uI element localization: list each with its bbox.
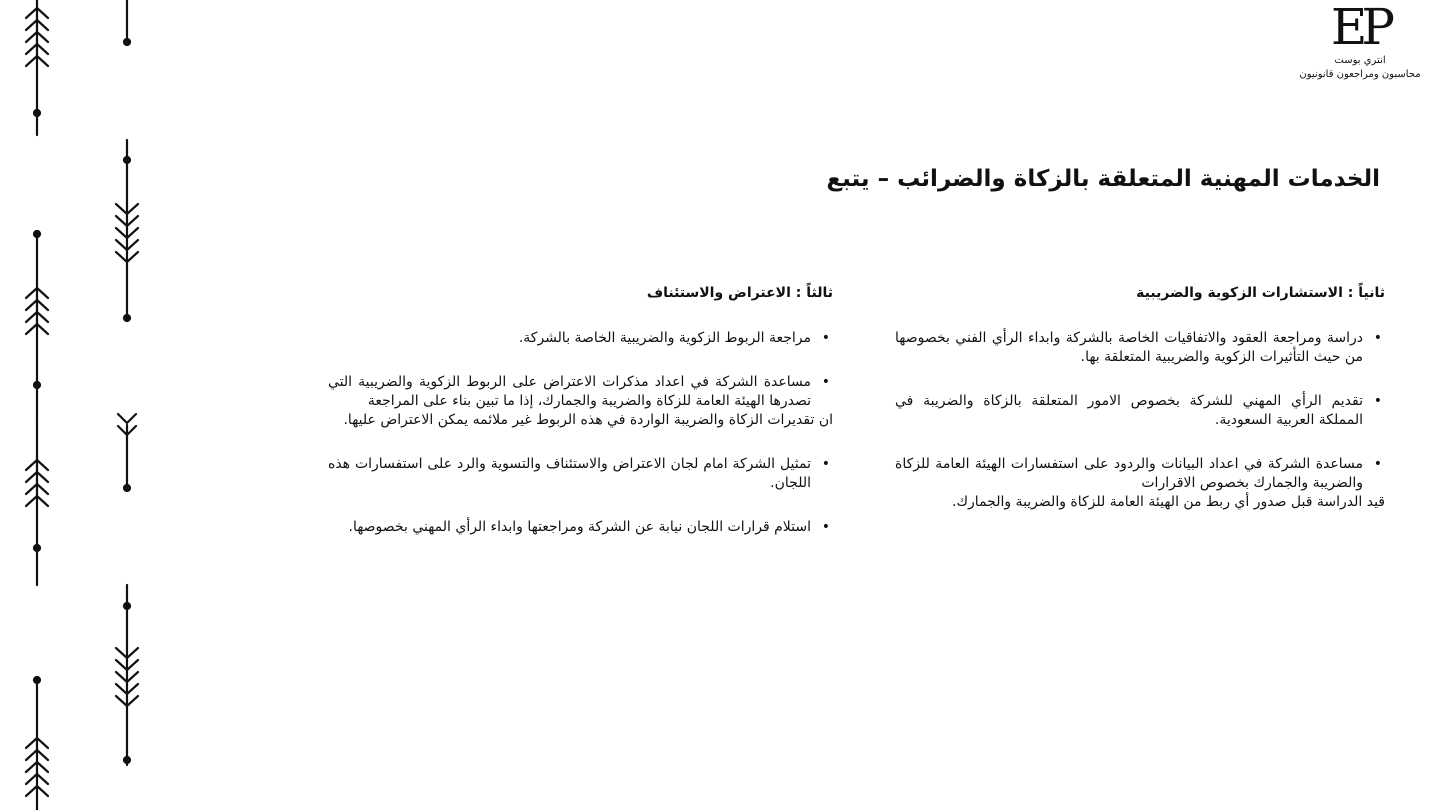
section-objection-appeal [328, 284, 833, 562]
arrow-down-icon [124, 0, 130, 45]
section-heading: ثالثاً : الاعتراض والاستئناف [646, 285, 833, 301]
logo-company-name: انتري بوست [1334, 55, 1386, 66]
list-item [895, 329, 1385, 367]
list-item-text: • تقديم الرأي المهني للشركة بخصوص الامور المتعلقة بالزكاة والضريبة في المملكة العربية السعودية. [895, 393, 1363, 428]
arrow-down-icon [116, 140, 138, 321]
list-item [328, 373, 833, 430]
list-item-text: • استلام قرارات اللجان نيابة عن الشركة ومراجعتها وابداء الرأي المهني بخصوصها. [348, 519, 811, 535]
bullet-list [895, 329, 1385, 512]
arrow-up-icon [26, 0, 48, 135]
arrow-up-icon [26, 420, 48, 585]
page-title: الخدمات المهنية المتعلقة بالزكاة والضرائب – يتبع [826, 166, 1380, 192]
list-item-text: • مراجعة الربوط الزكوية والضريبية الخاصة بالشركة. [518, 330, 811, 346]
list-item-text: • دراسة ومراجعة العقود والاتفاقيات الخاصة بالشركة وابداء الرأي الفني بخصوصها من حيث التأثيرات الزكوية والضريبية المتعلقة بها. [895, 330, 1363, 365]
list-item [895, 392, 1385, 430]
list-item-text: • مساعدة الشركة في اعداد البيانات والردود على استفسارات الهيئة العامة للزكاة والضريبة والجمارك بخصوص الاقرارات [895, 456, 1363, 491]
arrow-up-icon [26, 231, 48, 420]
decorative-arrow-border [0, 0, 170, 810]
logo-tagline: محاسبون ومراجعون قانونيون [1299, 69, 1421, 80]
section-tax-consulting [895, 284, 1385, 537]
list-item-continuation: قيد الدراسة قبل صدور أي ربط من الهيئة العامة للزكاة والضريبة والجمارك. [952, 494, 1385, 510]
arrow-down-icon [116, 585, 138, 765]
list-item-text: • تمثيل الشركة امام لجان الاعتراض والاستئناف والتسوية والرد على استفسارات هذه اللجان. [328, 456, 811, 491]
list-item-continuation: ان تقديرات الزكاة والضريبة الواردة في هذه الربوط غير ملائمه يمكن الاعتراض عليها. [343, 412, 833, 428]
arrow-down-icon [118, 414, 136, 491]
list-item [328, 329, 833, 348]
list-item-text: • مساعدة الشركة في اعداد مذكرات الاعتراض على الربوط الزكوية والضريبية التي تصدرها الهيئة العامة للزكاة والضريبة والجمارك، إذا ما تبين بناء على المراجعة [328, 374, 811, 409]
arrow-up-icon [26, 677, 48, 810]
section-heading: ثانياً : الاستشارات الزكوية والضريبية [1136, 285, 1385, 301]
bullet-list [328, 329, 833, 537]
list-item [328, 455, 833, 493]
company-logo [1280, 0, 1440, 82]
list-item [328, 518, 833, 537]
logo-mark: EP [1330, 0, 1390, 56]
list-item [895, 455, 1385, 512]
